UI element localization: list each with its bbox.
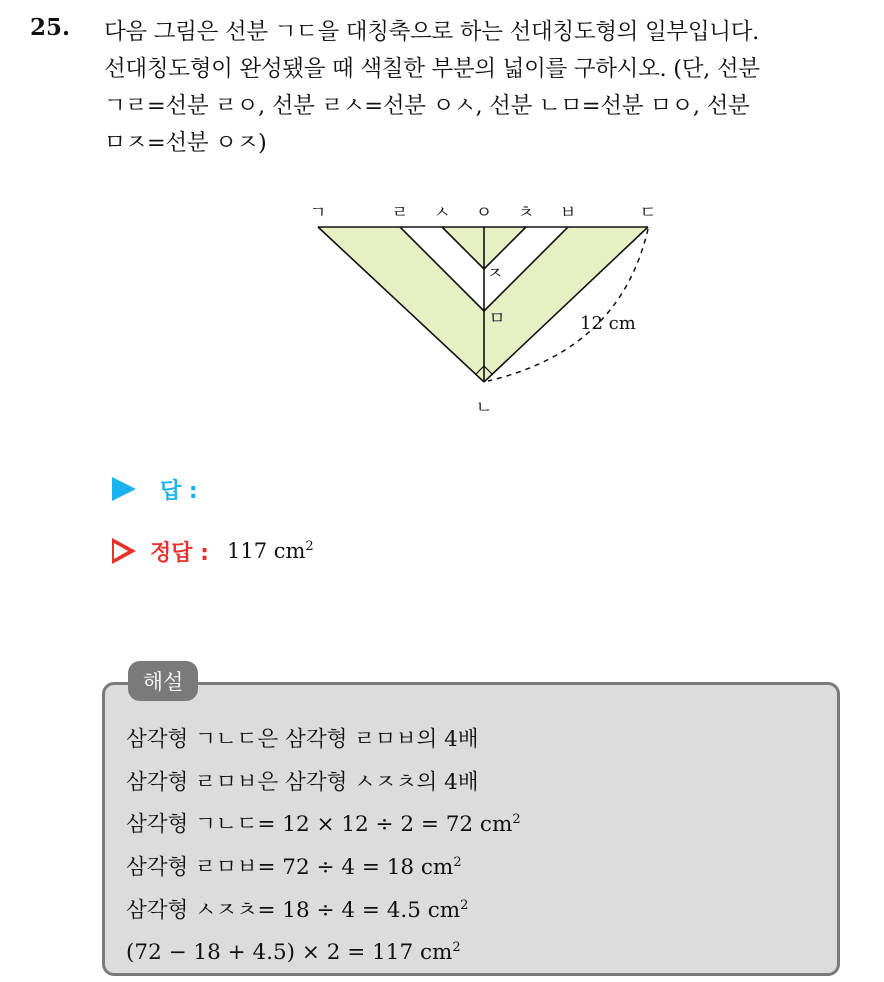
correct-answer-value [227, 539, 314, 563]
question-line: 다음 그림은 선분 ㄱㄷ을 대칭축으로 하는 선대칭도형의 일부입니다. [104, 19, 759, 45]
label-b: ㅂ [559, 203, 577, 223]
answer-row [112, 472, 198, 506]
correct-answer-row [112, 534, 314, 568]
correct-answer-label: 정답 : [150, 540, 209, 566]
question-number: 25. [30, 14, 71, 41]
explanation-lines [126, 716, 826, 972]
label-m: ㅁ [488, 309, 506, 329]
outline-triangle-icon [112, 538, 136, 564]
label-g: ㄱ [309, 203, 327, 223]
question-text [104, 14, 864, 162]
explanation-line: (72 − 18 + 4.5) × 2 = 117 $cm^2$ [126, 940, 461, 966]
explanation-line: 삼각형 ㄹㅁㅂ= 72 ÷ 4 = 18 $cm^2$ [126, 854, 462, 881]
symmetry-figure [290, 185, 690, 425]
length-label: 12 cm [580, 313, 636, 334]
question-line: 선대칭도형이 완성됐을 때 색칠한 부분의 넓이를 구하시오. (단, 선분 [104, 56, 760, 82]
label-s: ㅅ [433, 203, 451, 223]
label-ch: ㅊ [517, 203, 535, 223]
label-j: ㅈ [486, 264, 504, 284]
label-d: ㄷ [639, 203, 657, 223]
question-line: ㅁㅈ=선분 ㅇㅈ) [104, 130, 267, 156]
label-r: ㄹ [391, 203, 409, 223]
explanation-line: 삼각형 ㄱㄴㄷ은 삼각형 ㄹㅁㅂ의 4배 [126, 727, 479, 753]
explanation-tab: 해설 [128, 661, 198, 701]
label-n: ㄴ [475, 398, 493, 418]
play-triangle-icon [112, 477, 136, 501]
answer-label: 답 : [160, 478, 198, 504]
correct-answer-number: 117 cm [226, 539, 306, 563]
explanation-line: 삼각형 ㄹㅁㅂ은 삼각형 ㅅㅈㅊ의 4배 [126, 769, 479, 795]
explanation-line: 삼각형 ㅅㅈㅊ= 18 ÷ 4 = 4.5 $cm^2$ [126, 897, 469, 923]
correct-answer-exponent: 2 [305, 539, 314, 554]
label-o: ㅇ [475, 203, 493, 223]
question-line: ㄱㄹ=선분 ㄹㅇ, 선분 ㄹㅅ=선분 ㅇㅅ, 선분 ㄴㅁ=선분 ㅁㅇ, 선분 [104, 93, 750, 119]
explanation-line: 삼각형 ㄱㄴㄷ= 12 × 12 ÷ 2 = 72 $cm^2$ [126, 812, 521, 838]
